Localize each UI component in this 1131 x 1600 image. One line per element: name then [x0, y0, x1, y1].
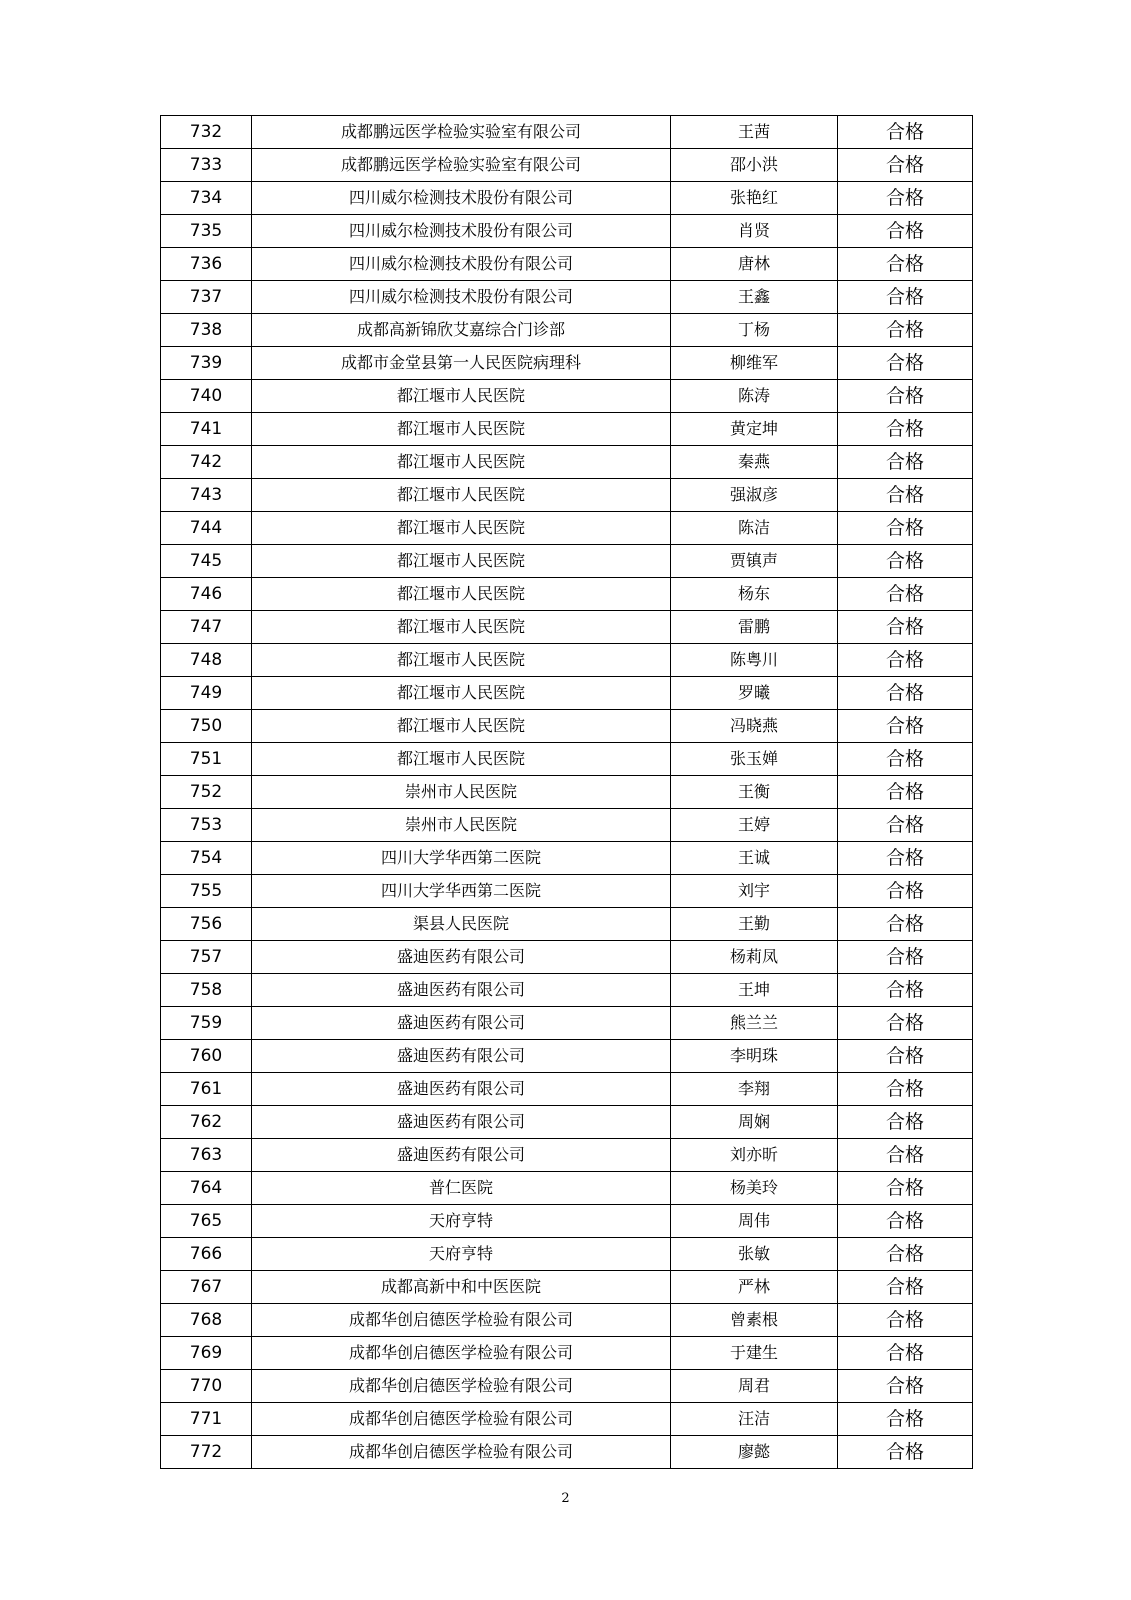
row-number-cell: 760	[161, 1040, 252, 1073]
table-row	[161, 677, 973, 710]
unit-name-cell: 都江堰市人民医院	[252, 479, 671, 512]
table-row	[161, 116, 973, 149]
row-number-cell: 734	[161, 182, 252, 215]
unit-name-cell: 成都市金堂县第一人民医院病理科	[252, 347, 671, 380]
table-row	[161, 776, 973, 809]
result-cell: 合格	[838, 149, 973, 182]
row-number-cell: 732	[161, 116, 252, 149]
table-row	[161, 149, 973, 182]
row-number-cell: 733	[161, 149, 252, 182]
result-cell: 合格	[838, 1205, 973, 1238]
result-cell: 合格	[838, 380, 973, 413]
unit-name-cell: 都江堰市人民医院	[252, 710, 671, 743]
result-cell: 合格	[838, 1139, 973, 1172]
person-name-cell: 唐林	[671, 248, 838, 281]
row-number-cell: 772	[161, 1436, 252, 1469]
person-name-cell: 严林	[671, 1271, 838, 1304]
person-name-cell: 杨美玲	[671, 1172, 838, 1205]
result-cell: 合格	[838, 314, 973, 347]
person-name-cell: 罗曦	[671, 677, 838, 710]
row-number-cell: 769	[161, 1337, 252, 1370]
table-row	[161, 710, 973, 743]
row-number-cell: 736	[161, 248, 252, 281]
unit-name-cell: 天府亨特	[252, 1205, 671, 1238]
row-number-cell: 745	[161, 545, 252, 578]
row-number-cell: 763	[161, 1139, 252, 1172]
result-cell: 合格	[838, 743, 973, 776]
person-name-cell: 贾镇声	[671, 545, 838, 578]
row-number-cell: 764	[161, 1172, 252, 1205]
result-cell: 合格	[838, 1172, 973, 1205]
unit-name-cell: 成都鹏远医学检验实验室有限公司	[252, 116, 671, 149]
unit-name-cell: 成都华创启德医学检验有限公司	[252, 1436, 671, 1469]
row-number-cell: 767	[161, 1271, 252, 1304]
row-number-cell: 752	[161, 776, 252, 809]
page-number: 2	[561, 1491, 570, 1506]
result-cell: 合格	[838, 215, 973, 248]
result-cell: 合格	[838, 545, 973, 578]
result-cell: 合格	[838, 512, 973, 545]
row-number-cell: 735	[161, 215, 252, 248]
table-row	[161, 1106, 973, 1139]
result-cell: 合格	[838, 1403, 973, 1436]
unit-name-cell: 盛迪医药有限公司	[252, 1073, 671, 1106]
table-row	[161, 545, 973, 578]
result-cell: 合格	[838, 1337, 973, 1370]
table-row	[161, 380, 973, 413]
result-cell: 合格	[838, 347, 973, 380]
row-number-cell: 756	[161, 908, 252, 941]
row-number-cell: 740	[161, 380, 252, 413]
table-row	[161, 1370, 973, 1403]
person-name-cell: 王茜	[671, 116, 838, 149]
unit-name-cell: 盛迪医药有限公司	[252, 941, 671, 974]
row-number-cell: 758	[161, 974, 252, 1007]
result-cell: 合格	[838, 644, 973, 677]
unit-name-cell: 盛迪医药有限公司	[252, 1040, 671, 1073]
table-row	[161, 1403, 973, 1436]
result-cell: 合格	[838, 1106, 973, 1139]
row-number-cell: 755	[161, 875, 252, 908]
unit-name-cell: 成都华创启德医学检验有限公司	[252, 1370, 671, 1403]
row-number-cell: 768	[161, 1304, 252, 1337]
personnel-table-body	[161, 116, 973, 1469]
table-row	[161, 644, 973, 677]
result-cell: 合格	[838, 1304, 973, 1337]
row-number-cell: 748	[161, 644, 252, 677]
table-row	[161, 413, 973, 446]
row-number-cell: 757	[161, 941, 252, 974]
row-number-cell: 759	[161, 1007, 252, 1040]
person-name-cell: 张敏	[671, 1238, 838, 1271]
unit-name-cell: 盛迪医药有限公司	[252, 1106, 671, 1139]
person-name-cell: 黄定坤	[671, 413, 838, 446]
result-cell: 合格	[838, 1238, 973, 1271]
row-number-cell: 741	[161, 413, 252, 446]
row-number-cell: 765	[161, 1205, 252, 1238]
result-cell: 合格	[838, 611, 973, 644]
table-row	[161, 1205, 973, 1238]
table-row	[161, 1304, 973, 1337]
result-cell: 合格	[838, 446, 973, 479]
unit-name-cell: 四川威尔检测技术股份有限公司	[252, 182, 671, 215]
person-name-cell: 周娴	[671, 1106, 838, 1139]
result-cell: 合格	[838, 908, 973, 941]
unit-name-cell: 都江堰市人民医院	[252, 578, 671, 611]
result-cell: 合格	[838, 1073, 973, 1106]
row-number-cell: 771	[161, 1403, 252, 1436]
table-row	[161, 1139, 973, 1172]
person-name-cell: 陈洁	[671, 512, 838, 545]
person-name-cell: 柳维军	[671, 347, 838, 380]
row-number-cell: 739	[161, 347, 252, 380]
unit-name-cell: 四川威尔检测技术股份有限公司	[252, 215, 671, 248]
result-cell: 合格	[838, 116, 973, 149]
unit-name-cell: 盛迪医药有限公司	[252, 1139, 671, 1172]
person-name-cell: 张玉婵	[671, 743, 838, 776]
table-row	[161, 215, 973, 248]
table-row	[161, 1238, 973, 1271]
person-name-cell: 廖懿	[671, 1436, 838, 1469]
person-name-cell: 周伟	[671, 1205, 838, 1238]
result-cell: 合格	[838, 776, 973, 809]
result-cell: 合格	[838, 941, 973, 974]
result-cell: 合格	[838, 1040, 973, 1073]
unit-name-cell: 四川大学华西第二医院	[252, 875, 671, 908]
unit-name-cell: 都江堰市人民医院	[252, 611, 671, 644]
row-number-cell: 747	[161, 611, 252, 644]
person-name-cell: 曾素根	[671, 1304, 838, 1337]
person-name-cell: 周君	[671, 1370, 838, 1403]
person-name-cell: 刘亦昕	[671, 1139, 838, 1172]
person-name-cell: 汪洁	[671, 1403, 838, 1436]
row-number-cell: 738	[161, 314, 252, 347]
unit-name-cell: 渠县人民医院	[252, 908, 671, 941]
personnel-table	[160, 115, 973, 1469]
result-cell: 合格	[838, 710, 973, 743]
table-row	[161, 1271, 973, 1304]
table-row	[161, 1007, 973, 1040]
table-row	[161, 743, 973, 776]
unit-name-cell: 都江堰市人民医院	[252, 743, 671, 776]
table-row	[161, 974, 973, 1007]
unit-name-cell: 成都高新锦欣艾嘉综合门诊部	[252, 314, 671, 347]
result-cell: 合格	[838, 1436, 973, 1469]
unit-name-cell: 盛迪医药有限公司	[252, 974, 671, 1007]
table-row	[161, 512, 973, 545]
unit-name-cell: 四川大学华西第二医院	[252, 842, 671, 875]
table-row	[161, 446, 973, 479]
person-name-cell: 李明珠	[671, 1040, 838, 1073]
unit-name-cell: 四川威尔检测技术股份有限公司	[252, 248, 671, 281]
person-name-cell: 丁杨	[671, 314, 838, 347]
person-name-cell: 王衡	[671, 776, 838, 809]
unit-name-cell: 都江堰市人民医院	[252, 545, 671, 578]
row-number-cell: 750	[161, 710, 252, 743]
row-number-cell: 762	[161, 1106, 252, 1139]
row-number-cell: 743	[161, 479, 252, 512]
result-cell: 合格	[838, 479, 973, 512]
table-row	[161, 314, 973, 347]
person-name-cell: 王鑫	[671, 281, 838, 314]
row-number-cell: 751	[161, 743, 252, 776]
person-name-cell: 陈粤川	[671, 644, 838, 677]
table-row	[161, 908, 973, 941]
person-name-cell: 杨东	[671, 578, 838, 611]
result-cell: 合格	[838, 281, 973, 314]
person-name-cell: 杨莉凤	[671, 941, 838, 974]
unit-name-cell: 都江堰市人民医院	[252, 644, 671, 677]
table-row	[161, 809, 973, 842]
person-name-cell: 雷鹏	[671, 611, 838, 644]
person-name-cell: 李翔	[671, 1073, 838, 1106]
row-number-cell: 749	[161, 677, 252, 710]
unit-name-cell: 成都华创启德医学检验有限公司	[252, 1337, 671, 1370]
result-cell: 合格	[838, 182, 973, 215]
table-row	[161, 875, 973, 908]
unit-name-cell: 成都华创启德医学检验有限公司	[252, 1304, 671, 1337]
result-cell: 合格	[838, 578, 973, 611]
table-row	[161, 1436, 973, 1469]
person-name-cell: 陈涛	[671, 380, 838, 413]
person-name-cell: 王勤	[671, 908, 838, 941]
table-row	[161, 1073, 973, 1106]
table-row	[161, 281, 973, 314]
unit-name-cell: 崇州市人民医院	[252, 776, 671, 809]
row-number-cell: 761	[161, 1073, 252, 1106]
unit-name-cell: 盛迪医药有限公司	[252, 1007, 671, 1040]
row-number-cell: 770	[161, 1370, 252, 1403]
unit-name-cell: 都江堰市人民医院	[252, 512, 671, 545]
unit-name-cell: 都江堰市人民医院	[252, 413, 671, 446]
row-number-cell: 766	[161, 1238, 252, 1271]
unit-name-cell: 成都高新中和中医医院	[252, 1271, 671, 1304]
row-number-cell: 753	[161, 809, 252, 842]
person-name-cell: 于建生	[671, 1337, 838, 1370]
row-number-cell: 754	[161, 842, 252, 875]
table-row	[161, 182, 973, 215]
table-row	[161, 248, 973, 281]
person-name-cell: 秦燕	[671, 446, 838, 479]
person-name-cell: 张艳红	[671, 182, 838, 215]
person-name-cell: 王诚	[671, 842, 838, 875]
result-cell: 合格	[838, 1271, 973, 1304]
table-row	[161, 347, 973, 380]
table-row	[161, 842, 973, 875]
unit-name-cell: 都江堰市人民医院	[252, 446, 671, 479]
table-row	[161, 479, 973, 512]
table-row	[161, 1040, 973, 1073]
person-name-cell: 熊兰兰	[671, 1007, 838, 1040]
row-number-cell: 742	[161, 446, 252, 479]
result-cell: 合格	[838, 809, 973, 842]
result-cell: 合格	[838, 248, 973, 281]
result-cell: 合格	[838, 974, 973, 1007]
row-number-cell: 737	[161, 281, 252, 314]
result-cell: 合格	[838, 413, 973, 446]
table-row	[161, 941, 973, 974]
person-name-cell: 肖贤	[671, 215, 838, 248]
unit-name-cell: 普仁医院	[252, 1172, 671, 1205]
result-cell: 合格	[838, 1370, 973, 1403]
person-name-cell: 王婷	[671, 809, 838, 842]
person-name-cell: 邵小洪	[671, 149, 838, 182]
unit-name-cell: 都江堰市人民医院	[252, 677, 671, 710]
result-cell: 合格	[838, 1007, 973, 1040]
table-row	[161, 1172, 973, 1205]
person-name-cell: 王坤	[671, 974, 838, 1007]
unit-name-cell: 成都华创启德医学检验有限公司	[252, 1403, 671, 1436]
result-cell: 合格	[838, 875, 973, 908]
table-row	[161, 611, 973, 644]
person-name-cell: 强淑彦	[671, 479, 838, 512]
result-cell: 合格	[838, 677, 973, 710]
row-number-cell: 746	[161, 578, 252, 611]
unit-name-cell: 成都鹏远医学检验实验室有限公司	[252, 149, 671, 182]
table-row	[161, 578, 973, 611]
table-row	[161, 1337, 973, 1370]
result-cell: 合格	[838, 842, 973, 875]
unit-name-cell: 四川威尔检测技术股份有限公司	[252, 281, 671, 314]
person-name-cell: 刘宇	[671, 875, 838, 908]
unit-name-cell: 天府亨特	[252, 1238, 671, 1271]
unit-name-cell: 崇州市人民医院	[252, 809, 671, 842]
unit-name-cell: 都江堰市人民医院	[252, 380, 671, 413]
row-number-cell: 744	[161, 512, 252, 545]
person-name-cell: 冯晓燕	[671, 710, 838, 743]
